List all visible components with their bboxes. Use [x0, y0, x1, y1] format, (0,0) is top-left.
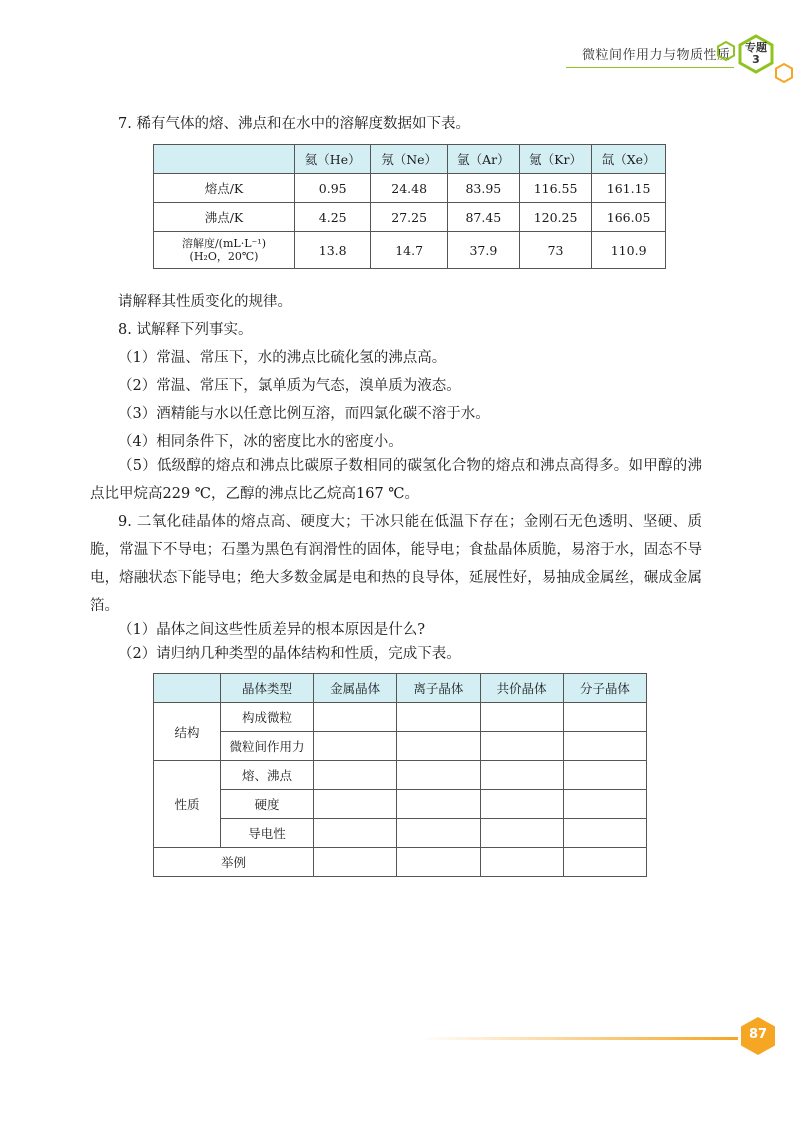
table-cell: 13.8 — [295, 232, 371, 269]
answer-cell[interactable] — [480, 790, 563, 819]
answer-cell[interactable] — [563, 819, 646, 848]
answer-cell[interactable] — [563, 790, 646, 819]
answer-cell[interactable] — [314, 761, 397, 790]
answer-cell[interactable] — [480, 703, 563, 732]
q8-item: （4）相同条件下，冰的密度比水的密度小。 — [118, 434, 403, 450]
q8-item: （2）常温、常压下，氯单质为气态，溴单质为液态。 — [118, 378, 461, 394]
table-row — [154, 790, 647, 819]
column-header: 晶体类型 — [221, 674, 314, 703]
chapter-title: 微粒间作用力与物质性质 — [582, 48, 731, 63]
answer-cell[interactable] — [480, 761, 563, 790]
answer-cell[interactable] — [563, 732, 646, 761]
topic-badge-label: 专题 — [745, 41, 767, 54]
answer-cell[interactable] — [314, 790, 397, 819]
table-row — [154, 819, 647, 848]
answer-cell[interactable] — [397, 732, 480, 761]
table-corner — [154, 674, 221, 703]
answer-cell[interactable] — [397, 761, 480, 790]
q7-followup: 请解释其性质变化的规律。 — [118, 294, 292, 310]
group-label-structure: 结构 — [154, 703, 221, 761]
column-header: 氪（Kr） — [519, 145, 591, 174]
table-row — [154, 203, 666, 232]
q8-item: （3）酒精能与水以任意比例互溶，而四氯化碳不溶于水。 — [118, 406, 490, 422]
row-label-line1: 溶解度/(mL·L⁻¹) — [181, 237, 267, 250]
answer-cell[interactable] — [314, 819, 397, 848]
table-cell: 83.95 — [447, 174, 519, 203]
table-cell: 37.9 — [447, 232, 519, 269]
row-label: 沸点/K — [154, 203, 295, 232]
row-label-line2: (H₂O，20℃) — [189, 250, 259, 263]
row-label: 熔、沸点 — [221, 761, 314, 790]
answer-cell[interactable] — [397, 848, 480, 877]
q8-title: 8. 试解释下列事实。 — [118, 322, 253, 338]
table-cell: 0.95 — [295, 174, 371, 203]
table-cell: 4.25 — [295, 203, 371, 232]
answer-cell[interactable] — [480, 732, 563, 761]
answer-cell[interactable] — [563, 761, 646, 790]
answer-cell[interactable] — [480, 848, 563, 877]
q9-sub2: （2）请归纳几种类型的晶体结构和性质，完成下表。 — [118, 646, 461, 662]
answer-cell[interactable] — [480, 819, 563, 848]
column-header: 氩（Ar） — [447, 145, 519, 174]
q8-item: （5）低级醇的熔点和沸点比碳原子数相同的碳氢化合物的熔点和沸点高得多。如甲醇的沸点比甲烷高229 ℃，乙醇的沸点比乙烷高167 ℃。 — [90, 458, 702, 502]
column-header: 氦（He） — [295, 145, 371, 174]
answer-cell[interactable] — [314, 703, 397, 732]
row-label: 微粒间作用力 — [221, 732, 314, 761]
topic-badge-number: 3 — [752, 53, 760, 66]
crystal-summary-table — [153, 673, 647, 877]
table-row — [154, 232, 666, 269]
table-row — [154, 174, 666, 203]
column-header: 金属晶体 — [314, 674, 397, 703]
column-header: 氖（Ne） — [371, 145, 447, 174]
header-rule — [566, 67, 734, 68]
answer-cell[interactable] — [314, 848, 397, 877]
table-cell: 87.45 — [447, 203, 519, 232]
q9-sub1: （1）晶体之间这些性质差异的根本原因是什么? — [118, 622, 425, 638]
table-row — [154, 732, 647, 761]
column-header: 分子晶体 — [563, 674, 646, 703]
row-label: 构成微粒 — [221, 703, 314, 732]
table-header-row — [154, 145, 666, 174]
topic-badge — [740, 42, 772, 66]
answer-cell[interactable] — [563, 703, 646, 732]
q7-text: 7. 稀有气体的熔、沸点和在水中的溶解度数据如下表。 — [118, 116, 470, 132]
column-header: 氙（Xe） — [592, 145, 666, 174]
table-cell: 161.15 — [592, 174, 666, 203]
table-cell: 166.05 — [592, 203, 666, 232]
answer-cell[interactable] — [314, 732, 397, 761]
answer-cell[interactable] — [397, 790, 480, 819]
table-cell: 116.55 — [519, 174, 591, 203]
table-cell: 110.9 — [592, 232, 666, 269]
q8-item: （1）常温、常压下，水的沸点比硫化氢的沸点高。 — [118, 350, 447, 366]
noble-gas-table — [153, 144, 666, 269]
answer-cell[interactable] — [563, 848, 646, 877]
row-label: 硬度 — [221, 790, 314, 819]
table-cell: 120.25 — [519, 203, 591, 232]
row-label: 举例 — [154, 848, 314, 877]
table-cell: 24.48 — [371, 174, 447, 203]
table-row — [154, 761, 647, 790]
page-number: 87 — [748, 1027, 768, 1042]
column-header: 离子晶体 — [397, 674, 480, 703]
q9-text: 9. 二氧化硅晶体的熔点高、硬度大；干冰只能在低温下存在；金刚石无色透明、坚硬、质脆，常温下不导电；石墨为黑色有润滑性的固体，能导电；食盐晶体质脆，易溶于水，固态不导电，熔融状态下能导电；绝大多数金属是电和热的良导体，延展性好，易抽成金属丝，碾成金属箔。 — [90, 514, 702, 614]
footer-rule — [420, 1037, 738, 1040]
table-corner — [154, 145, 295, 174]
row-label: 熔点/K — [154, 174, 295, 203]
table-row — [154, 703, 647, 732]
row-label: 导电性 — [221, 819, 314, 848]
table-cell: 14.7 — [371, 232, 447, 269]
answer-cell[interactable] — [397, 819, 480, 848]
column-header: 共价晶体 — [480, 674, 563, 703]
group-label-property: 性质 — [154, 761, 221, 848]
answer-cell[interactable] — [397, 703, 480, 732]
table-row — [154, 848, 647, 877]
table-header-row — [154, 674, 647, 703]
table-cell: 73 — [519, 232, 591, 269]
row-label — [154, 232, 295, 269]
table-cell: 27.25 — [371, 203, 447, 232]
